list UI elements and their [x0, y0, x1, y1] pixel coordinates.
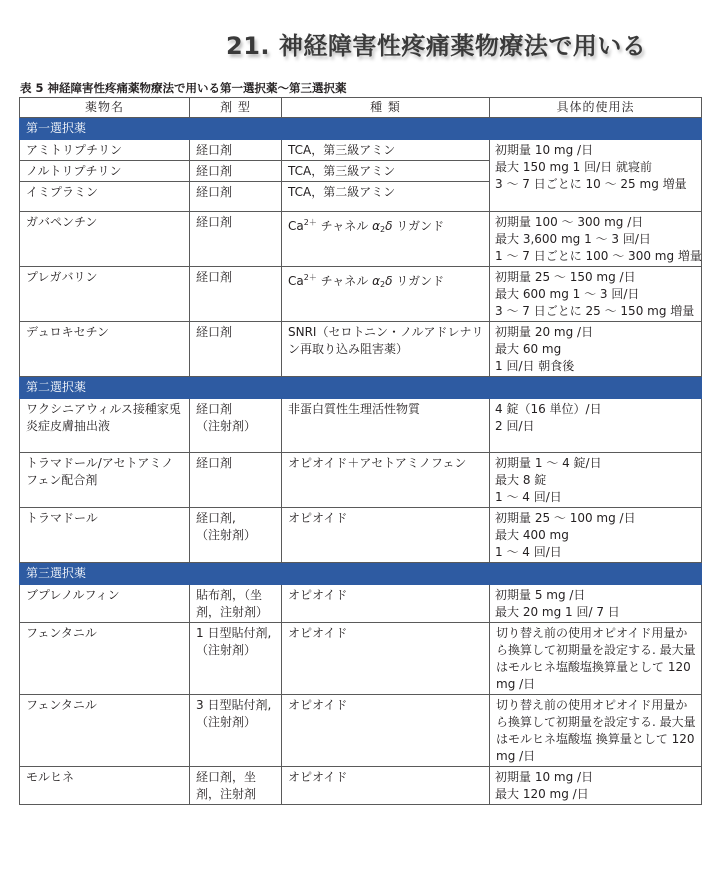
header-form: 剤 型: [190, 98, 282, 118]
drug-form: 経口剤: [190, 140, 282, 161]
drug-form: 経口剤: [190, 453, 282, 508]
drug-name: アミトリプチリン: [20, 140, 190, 161]
table-caption: 表 5 神経障害性疼痛薬物療法で用いる第一選択薬～第三選択薬: [20, 81, 347, 95]
drug-usage: 初期量 25 ～ 150 mg /日 最大 600 mg 1 ～ 3 回/日 3 ～ 7 日ごとに 25 ～ 150 mg 増量: [490, 267, 702, 322]
section-first-line: [20, 118, 702, 140]
drug-form: 経口剤 （注射剤）: [190, 399, 282, 453]
table-row: [20, 508, 702, 563]
drug-usage: 初期量 20 mg /日 最大 60 mg 1 回/日 朝食後: [490, 322, 702, 377]
section-third-line: [20, 563, 702, 585]
drug-form: 経口剤, （注射剤）: [190, 508, 282, 563]
drug-name: フェンタニル: [20, 695, 190, 767]
table-row: [20, 267, 702, 322]
header-drug-name: 薬物名: [20, 98, 190, 118]
drug-name: フェンタニル: [20, 623, 190, 695]
table-row: [20, 399, 702, 453]
drug-type: 非蛋白質性生理活性物質: [282, 399, 490, 453]
table-row: [20, 140, 702, 161]
table-row: [20, 585, 702, 623]
drug-type: オピオイド: [282, 508, 490, 563]
drug-usage: 初期量 5 mg /日 最大 20 mg 1 回/ 7 日: [490, 585, 702, 623]
drug-name: ワクシニアウィルス接種家兎炎症皮膚抽出液: [20, 399, 190, 453]
drug-type: TCA，第三級アミン: [282, 161, 490, 182]
drug-usage: 切り替え前の使用オピオイド用量から換算して初期量を設定する. 最大量はモルヒネ塩酸塩 換算量として 120 mg /日: [490, 695, 702, 767]
drug-form: 貼布剤，（坐剤，注射剤）: [190, 585, 282, 623]
drug-table: [19, 97, 702, 805]
drug-usage: 初期量 25 ～ 100 mg /日 最大 400 mg 1 ～ 4 回/日: [490, 508, 702, 563]
header-type: 種 類: [282, 98, 490, 118]
table-row: [20, 695, 702, 767]
table-row: [20, 453, 702, 508]
drug-name: ブプレノルフィン: [20, 585, 190, 623]
table-row: [20, 322, 702, 377]
drug-name: ノルトリプチリン: [20, 161, 190, 182]
drug-form: 3 日型貼付剤, （注射剤）: [190, 695, 282, 767]
drug-type: SNRI（セロトニン・ノルアドレナリン再取り込み阻害薬）: [282, 322, 490, 377]
drug-form: 経口剤: [190, 212, 282, 267]
drug-form: 経口剤: [190, 161, 282, 182]
drug-form: 経口剤: [190, 322, 282, 377]
drug-form: 経口剤，坐剤，注射剤: [190, 767, 282, 805]
table-row: [20, 212, 702, 267]
drug-type: TCA，第三級アミン: [282, 140, 490, 161]
drug-name: モルヒネ: [20, 767, 190, 805]
drug-name: イミプラミン: [20, 182, 190, 212]
drug-type: オピオイド: [282, 585, 490, 623]
drug-name: ガバペンチン: [20, 212, 190, 267]
chapter-title: 21. 神経障害性疼痛薬物療法で用いる: [226, 32, 647, 60]
drug-name: デュロキセチン: [20, 322, 190, 377]
header-usage: 具体的使用法: [490, 98, 702, 118]
drug-name: プレガバリン: [20, 267, 190, 322]
drug-type: TCA，第二級アミン: [282, 182, 490, 212]
drug-usage: 初期量 100 ～ 300 mg /日 最大 3,600 mg 1 ～ 3 回/日 1 ～ 7 日ごとに 100 ～ 300 mg 増量: [490, 212, 702, 267]
drug-form: 1 日型貼付剤, （注射剤）: [190, 623, 282, 695]
section-label: 第一選択薬: [20, 118, 702, 140]
section-second-line: [20, 377, 702, 399]
drug-form: 経口剤: [190, 182, 282, 212]
drug-form: 経口剤: [190, 267, 282, 322]
section-label: 第二選択薬: [20, 377, 702, 399]
section-label: 第三選択薬: [20, 563, 702, 585]
drug-type: $Ca^{2+}$ チャネル $\alpha_2\delta$ リガンド: [282, 212, 490, 267]
drug-type: オピオイド: [282, 767, 490, 805]
drug-usage: 初期量 10 mg /日 最大 150 mg 1 回/日 就寝前 3 ～ 7 日ごとに 10 ～ 25 mg 増量: [490, 140, 702, 212]
drug-usage: 初期量 1 ～ 4 錠/日 最大 8 錠 1 ～ 4 回/日: [490, 453, 702, 508]
table-row: [20, 623, 702, 695]
drug-type: オピオイド: [282, 695, 490, 767]
drug-usage: 切り替え前の使用オピオイド用量から換算して初期量を設定する. 最大量はモルヒネ塩酸塩換算量として 120 mg /日: [490, 623, 702, 695]
table-row: [20, 767, 702, 805]
drug-usage: 4 錠（16 単位）/日 2 回/日: [490, 399, 702, 453]
drug-name: トラマドール/アセトアミノフェン配合剤: [20, 453, 190, 508]
drug-name: トラマドール: [20, 508, 190, 563]
drug-usage: 初期量 10 mg /日 最大 120 mg /日: [490, 767, 702, 805]
header-row: [20, 98, 702, 118]
drug-type: $Ca^{2+}$ チャネル $\alpha_2\delta$ リガンド: [282, 267, 490, 322]
drug-type: オピオイド＋アセトアミノフェン: [282, 453, 490, 508]
drug-type: オピオイド: [282, 623, 490, 695]
